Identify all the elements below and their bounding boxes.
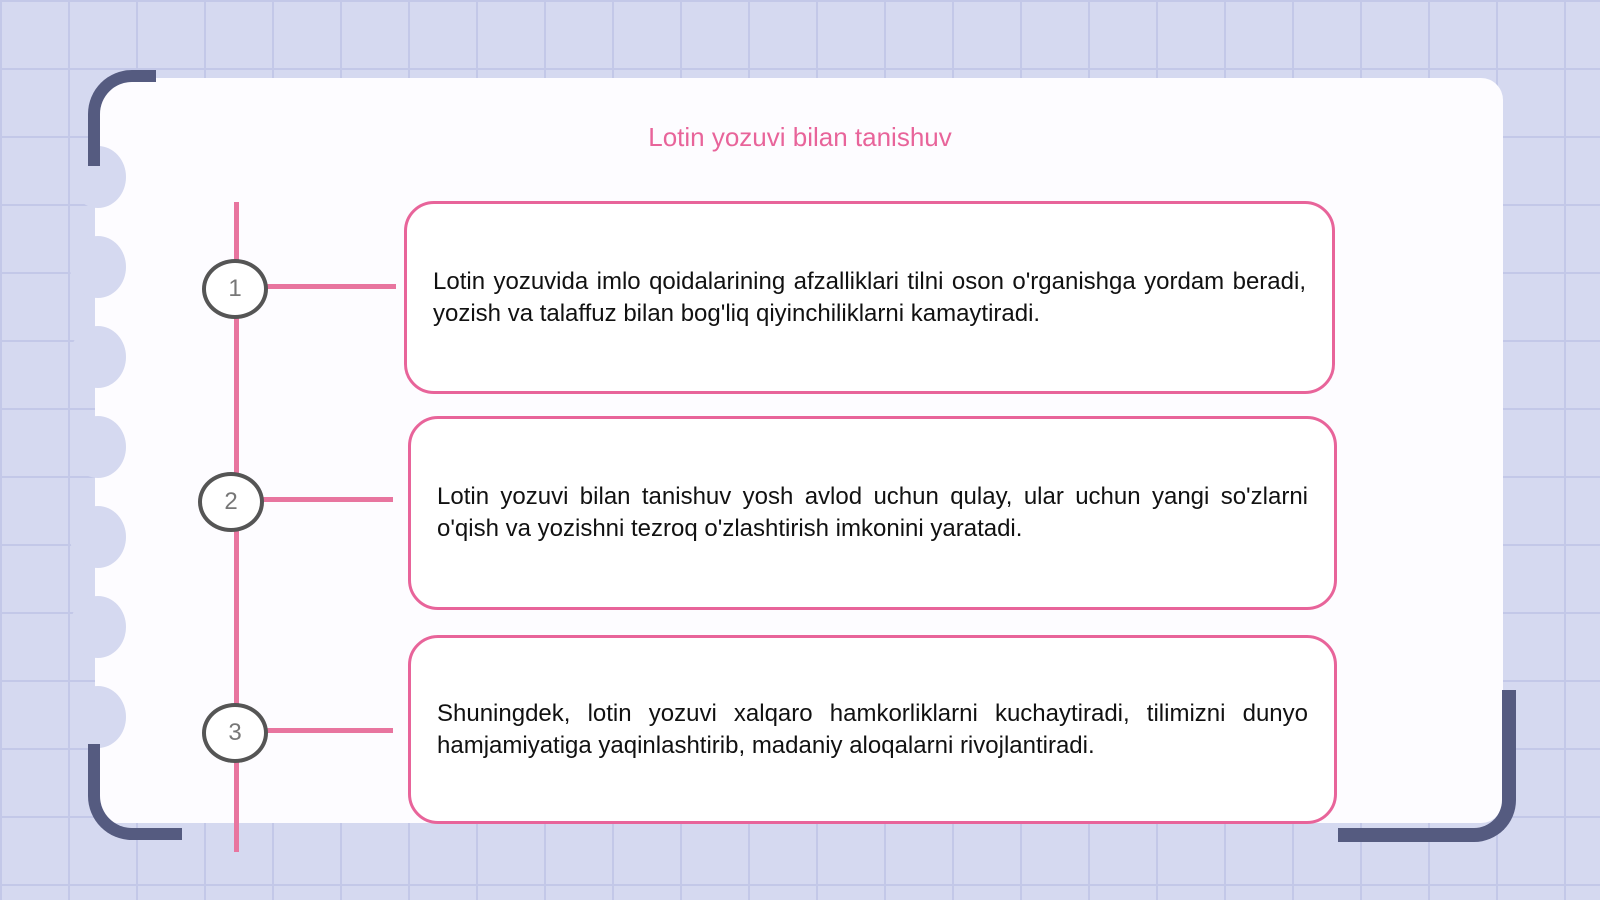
frame-corner-bottom-left — [88, 744, 182, 840]
binder-notch — [70, 326, 126, 388]
binder-notch — [70, 686, 126, 748]
binder-notch — [70, 236, 126, 298]
step-number-3: 3 — [202, 703, 268, 763]
step-number-1: 1 — [202, 259, 268, 319]
timeline-connector-3 — [264, 728, 393, 733]
binder-notch — [70, 416, 126, 478]
timeline-connector-2 — [260, 497, 393, 502]
step-number-2: 2 — [198, 472, 264, 532]
text-box-1-content: Lotin yozuvida imlo qoidalarining afzalliklari tilni oson o'rganishga yordam beradi, yozish va talaffuz bilan bog'liq qiyinchiliklarni kamaytiradi. — [433, 267, 1306, 327]
text-box-3-content: Shuningdek, lotin yozuvi xalqaro hamkorliklarni kuchaytiradi, tilimizni dunyo hamjamiyatiga yaqinlashtirib, madaniy aloqalarni rivojlantiradi. — [437, 699, 1308, 759]
binder-notch — [70, 506, 126, 568]
text-box-1 — [404, 201, 1335, 394]
timeline-connector-1 — [262, 284, 396, 289]
binder-notch — [70, 596, 126, 658]
text-box-2 — [408, 416, 1337, 610]
text-box-2-content: Lotin yozuvi bilan tanishuv yosh avlod uchun qulay, ular uchun yangi so'zlarni o'qish va yozishni tezroq o'zlashtirish imkonini yaratadi. — [437, 483, 1308, 542]
text-box-3 — [408, 635, 1337, 824]
slide-title: Lotin yozuvi bilan tanishuv — [648, 122, 952, 152]
frame-corner-top-left — [88, 70, 156, 166]
frame-corner-bottom-right — [1338, 690, 1516, 842]
